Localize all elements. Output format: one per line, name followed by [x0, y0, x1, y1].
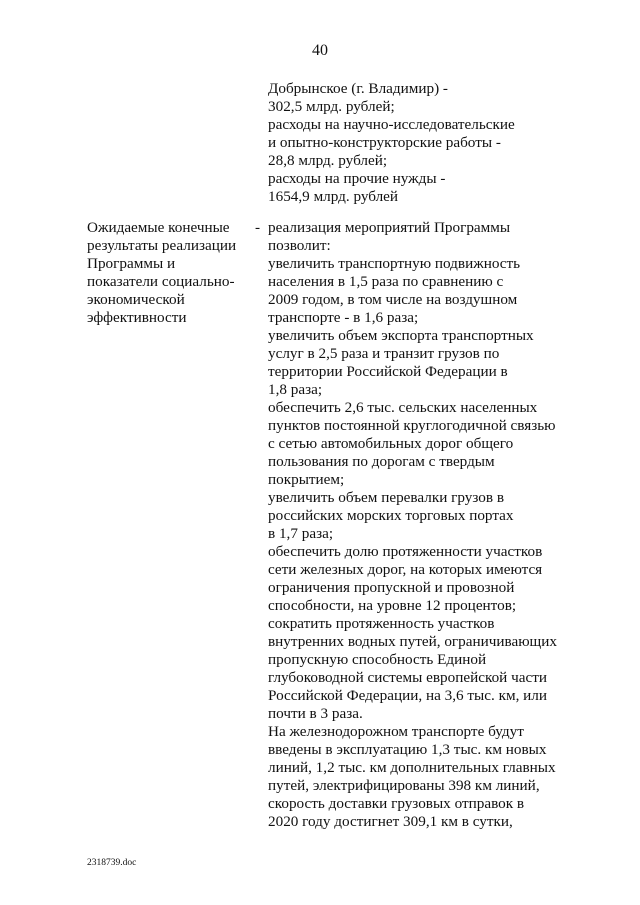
text-line: увеличить объем экспорта транспортных [268, 327, 534, 344]
text-line: и опытно-конструкторские работы - [268, 134, 501, 151]
text-line: услуг в 2,5 раза и транзит грузов по [268, 345, 500, 362]
text-line: сократить протяженность участков [268, 615, 495, 632]
text-line: транспорте - в 1,6 раза; [268, 309, 419, 326]
text-line: ограничения пропускной и провозной [268, 579, 515, 596]
label-line: показатели социально- [87, 273, 235, 290]
text-line: путей, электрифицированы 398 км линий, [268, 777, 540, 794]
text-line: обеспечить 2,6 тыс. сельских населенных [268, 399, 538, 416]
text-line: введены в эксплуатацию 1,3 тыс. км новых [268, 741, 547, 758]
text-line: расходы на научно-исследовательские [268, 116, 515, 133]
text-line: 2020 году достигнет 309,1 км в сутки, [268, 813, 513, 830]
text-line: 2009 годом, в том числе на воздушном [268, 291, 518, 308]
text-line: территории Российской Федерации в [268, 363, 508, 380]
text-line: увеличить транспортную подвижность [268, 255, 521, 272]
text-line: сети железных дорог, на которых имеются [268, 561, 543, 578]
label-line: эффективности [87, 309, 187, 326]
text-line: На железнодорожном транспорте будут [268, 723, 524, 740]
text-line: Добрынское (г. Владимир) - [268, 80, 448, 97]
text-line: пользования по дорогам с твердым [268, 453, 495, 470]
text-line: внутренних водных путей, ограничивающих [268, 633, 557, 650]
text-line: покрытием; [268, 471, 345, 488]
text-line: пропускную способность Единой [268, 651, 487, 668]
label-line: результаты реализации [87, 237, 237, 254]
text-line: расходы на прочие нужды - [268, 170, 446, 187]
text-line: позволит: [268, 237, 331, 254]
text-line: способности, на уровне 12 процентов; [268, 597, 517, 614]
text-line: в 1,7 раза; [268, 525, 334, 542]
text-line: почти в 3 раза. [268, 705, 363, 722]
text-line: 302,5 млрд. рублей; [268, 98, 395, 115]
text-line: Российской Федерации, на 3,6 тыс. км, или [268, 687, 548, 704]
text-line: увеличить объем перевалки грузов в [268, 489, 504, 506]
text-line: населения в 1,5 раза по сравнению с [268, 273, 504, 290]
text-line: 1,8 раза; [268, 381, 323, 398]
text-line: скорость доставки грузовых отправок в [268, 795, 525, 812]
dash-separator: - [255, 219, 261, 236]
page-number: 40 [312, 42, 328, 59]
text-line: обеспечить долю протяженности участков [268, 543, 543, 560]
label-line: экономической [87, 291, 185, 308]
text-line: 1654,9 млрд. рублей [268, 188, 399, 205]
text-line: с сетью автомобильных дорог общего [268, 435, 514, 452]
text-line: линий, 1,2 тыс. км дополнительных главных [268, 759, 556, 776]
label-line: Ожидаемые конечные [87, 219, 230, 236]
text-line: глубоководной системы европейской части [268, 669, 547, 686]
footer-filename: 2318739.doc [87, 858, 137, 868]
text-line: реализация мероприятий Программы [268, 219, 511, 236]
text-line: 28,8 млрд. рублей; [268, 152, 388, 169]
label-line: Программы и [87, 255, 176, 272]
text-line: пунктов постоянной круглогодичной связью [268, 417, 556, 434]
text-line: российских морских торговых портах [268, 507, 514, 524]
